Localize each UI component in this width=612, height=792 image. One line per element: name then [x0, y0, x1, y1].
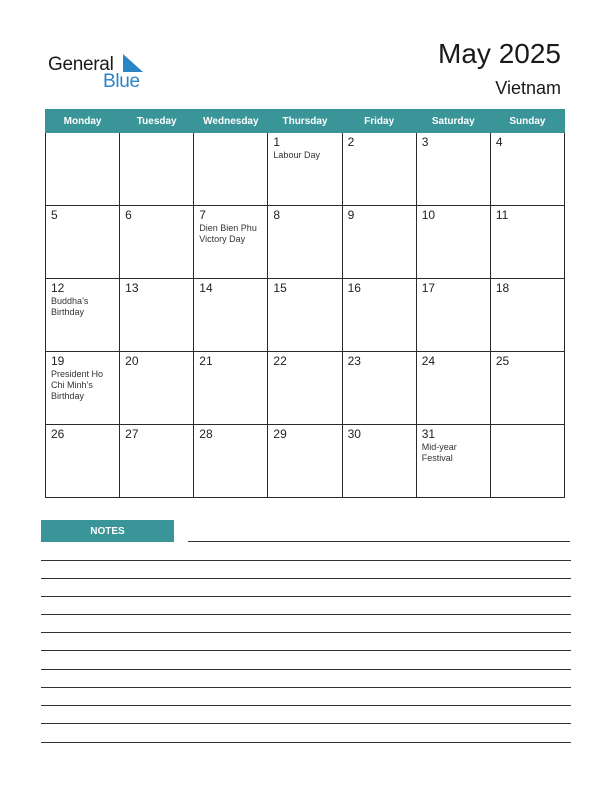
note-line[interactable] [41, 687, 571, 688]
note-line[interactable] [41, 596, 571, 597]
weekday-header: Sunday [490, 110, 564, 133]
day-number: 10 [421, 208, 436, 222]
weekday-header: Tuesday [120, 110, 194, 133]
note-line[interactable] [41, 723, 571, 724]
notes-header: NOTES [41, 520, 174, 542]
day-cell [194, 425, 268, 498]
day-cell [46, 425, 120, 498]
day-number: 19 [51, 354, 65, 368]
day-cell [268, 206, 342, 279]
note-line[interactable] [41, 560, 571, 561]
country-name: Vietnam [495, 78, 561, 98]
day-cell [120, 206, 194, 279]
day-number: 25 [495, 354, 510, 368]
day-number: 17 [421, 281, 436, 295]
day-cell [268, 352, 342, 425]
day-cell [194, 133, 268, 206]
day-cell [342, 425, 416, 498]
day-cell [120, 352, 194, 425]
day-number: 28 [199, 427, 213, 441]
week-row [46, 352, 565, 425]
day-cell [342, 133, 416, 206]
logo-triangle-icon [121, 54, 143, 72]
note-line[interactable] [41, 614, 571, 615]
day-cell [490, 352, 564, 425]
day-number: 31 [421, 427, 436, 441]
note-line[interactable] [41, 578, 571, 579]
week-row [46, 133, 565, 206]
day-number: 4 [495, 135, 503, 149]
day-number: 7 [199, 208, 206, 222]
day-cell [194, 279, 268, 352]
weekday-header-row [46, 110, 565, 133]
day-cell [120, 279, 194, 352]
day-number: 15 [273, 281, 287, 295]
day-number: 18 [495, 281, 510, 295]
note-line[interactable] [41, 742, 571, 743]
day-number: 29 [273, 427, 287, 441]
week-row [46, 425, 565, 498]
day-number: 21 [199, 354, 213, 368]
holiday-label: President Ho Chi Minh’s Birthday [51, 369, 104, 401]
day-number: 6 [125, 208, 132, 222]
note-line[interactable] [41, 650, 571, 651]
day-cell [46, 352, 120, 425]
day-cell [490, 425, 564, 498]
day-number: 12 [51, 281, 65, 295]
day-cell [342, 206, 416, 279]
day-cell [268, 279, 342, 352]
day-number: 5 [51, 208, 58, 222]
day-number: 22 [273, 354, 287, 368]
calendar-grid [45, 109, 565, 498]
holiday-label: Labour Day [273, 150, 320, 160]
day-number: 3 [421, 135, 429, 149]
note-line[interactable] [41, 632, 571, 633]
weekday-header: Thursday [268, 110, 342, 133]
day-cell [120, 133, 194, 206]
note-line[interactable] [41, 669, 571, 670]
day-number: 30 [347, 427, 361, 441]
logo-text-general: General [48, 54, 114, 75]
day-cell [194, 352, 268, 425]
day-number: 23 [347, 354, 361, 368]
day-number: 1 [273, 135, 281, 149]
week-row [46, 279, 565, 352]
weekday-header: Saturday [416, 110, 490, 133]
day-number: 16 [347, 281, 361, 295]
day-number: 24 [421, 354, 436, 368]
generalblue-logo [48, 52, 148, 92]
day-cell [194, 206, 268, 279]
day-number: 26 [51, 427, 65, 441]
day-number: 13 [125, 281, 139, 295]
day-number: 2 [347, 135, 355, 149]
day-number: 11 [495, 208, 509, 222]
weekday-header: Monday [46, 110, 120, 133]
week-row [46, 206, 565, 279]
day-number: 20 [125, 354, 139, 368]
logo-text-blue: Blue [103, 71, 140, 92]
day-cell [342, 352, 416, 425]
day-cell [490, 133, 564, 206]
day-number: 27 [125, 427, 139, 441]
day-cell [46, 133, 120, 206]
day-cell [416, 352, 490, 425]
day-cell [490, 279, 564, 352]
day-cell [416, 425, 490, 498]
day-cell [120, 425, 194, 498]
holiday-label: Dien Bien Phu Victory Day [199, 223, 257, 244]
weekday-header: Wednesday [194, 110, 268, 133]
day-number: 14 [199, 281, 213, 295]
month-year-title: May 2025 [438, 38, 561, 69]
holiday-label: Buddha’s Birthday [51, 296, 89, 317]
day-cell [416, 133, 490, 206]
day-number: 9 [347, 208, 355, 222]
holiday-label: Mid-year Festival [421, 442, 457, 463]
day-cell [490, 206, 564, 279]
day-number: 8 [273, 208, 281, 222]
day-cell [416, 206, 490, 279]
day-cell [268, 133, 342, 206]
day-cell [46, 279, 120, 352]
note-line[interactable] [188, 541, 570, 542]
day-cell [46, 206, 120, 279]
day-cell [268, 425, 342, 498]
weekday-header: Friday [342, 110, 416, 133]
note-line[interactable] [41, 705, 571, 706]
day-cell [416, 279, 490, 352]
day-cell [342, 279, 416, 352]
